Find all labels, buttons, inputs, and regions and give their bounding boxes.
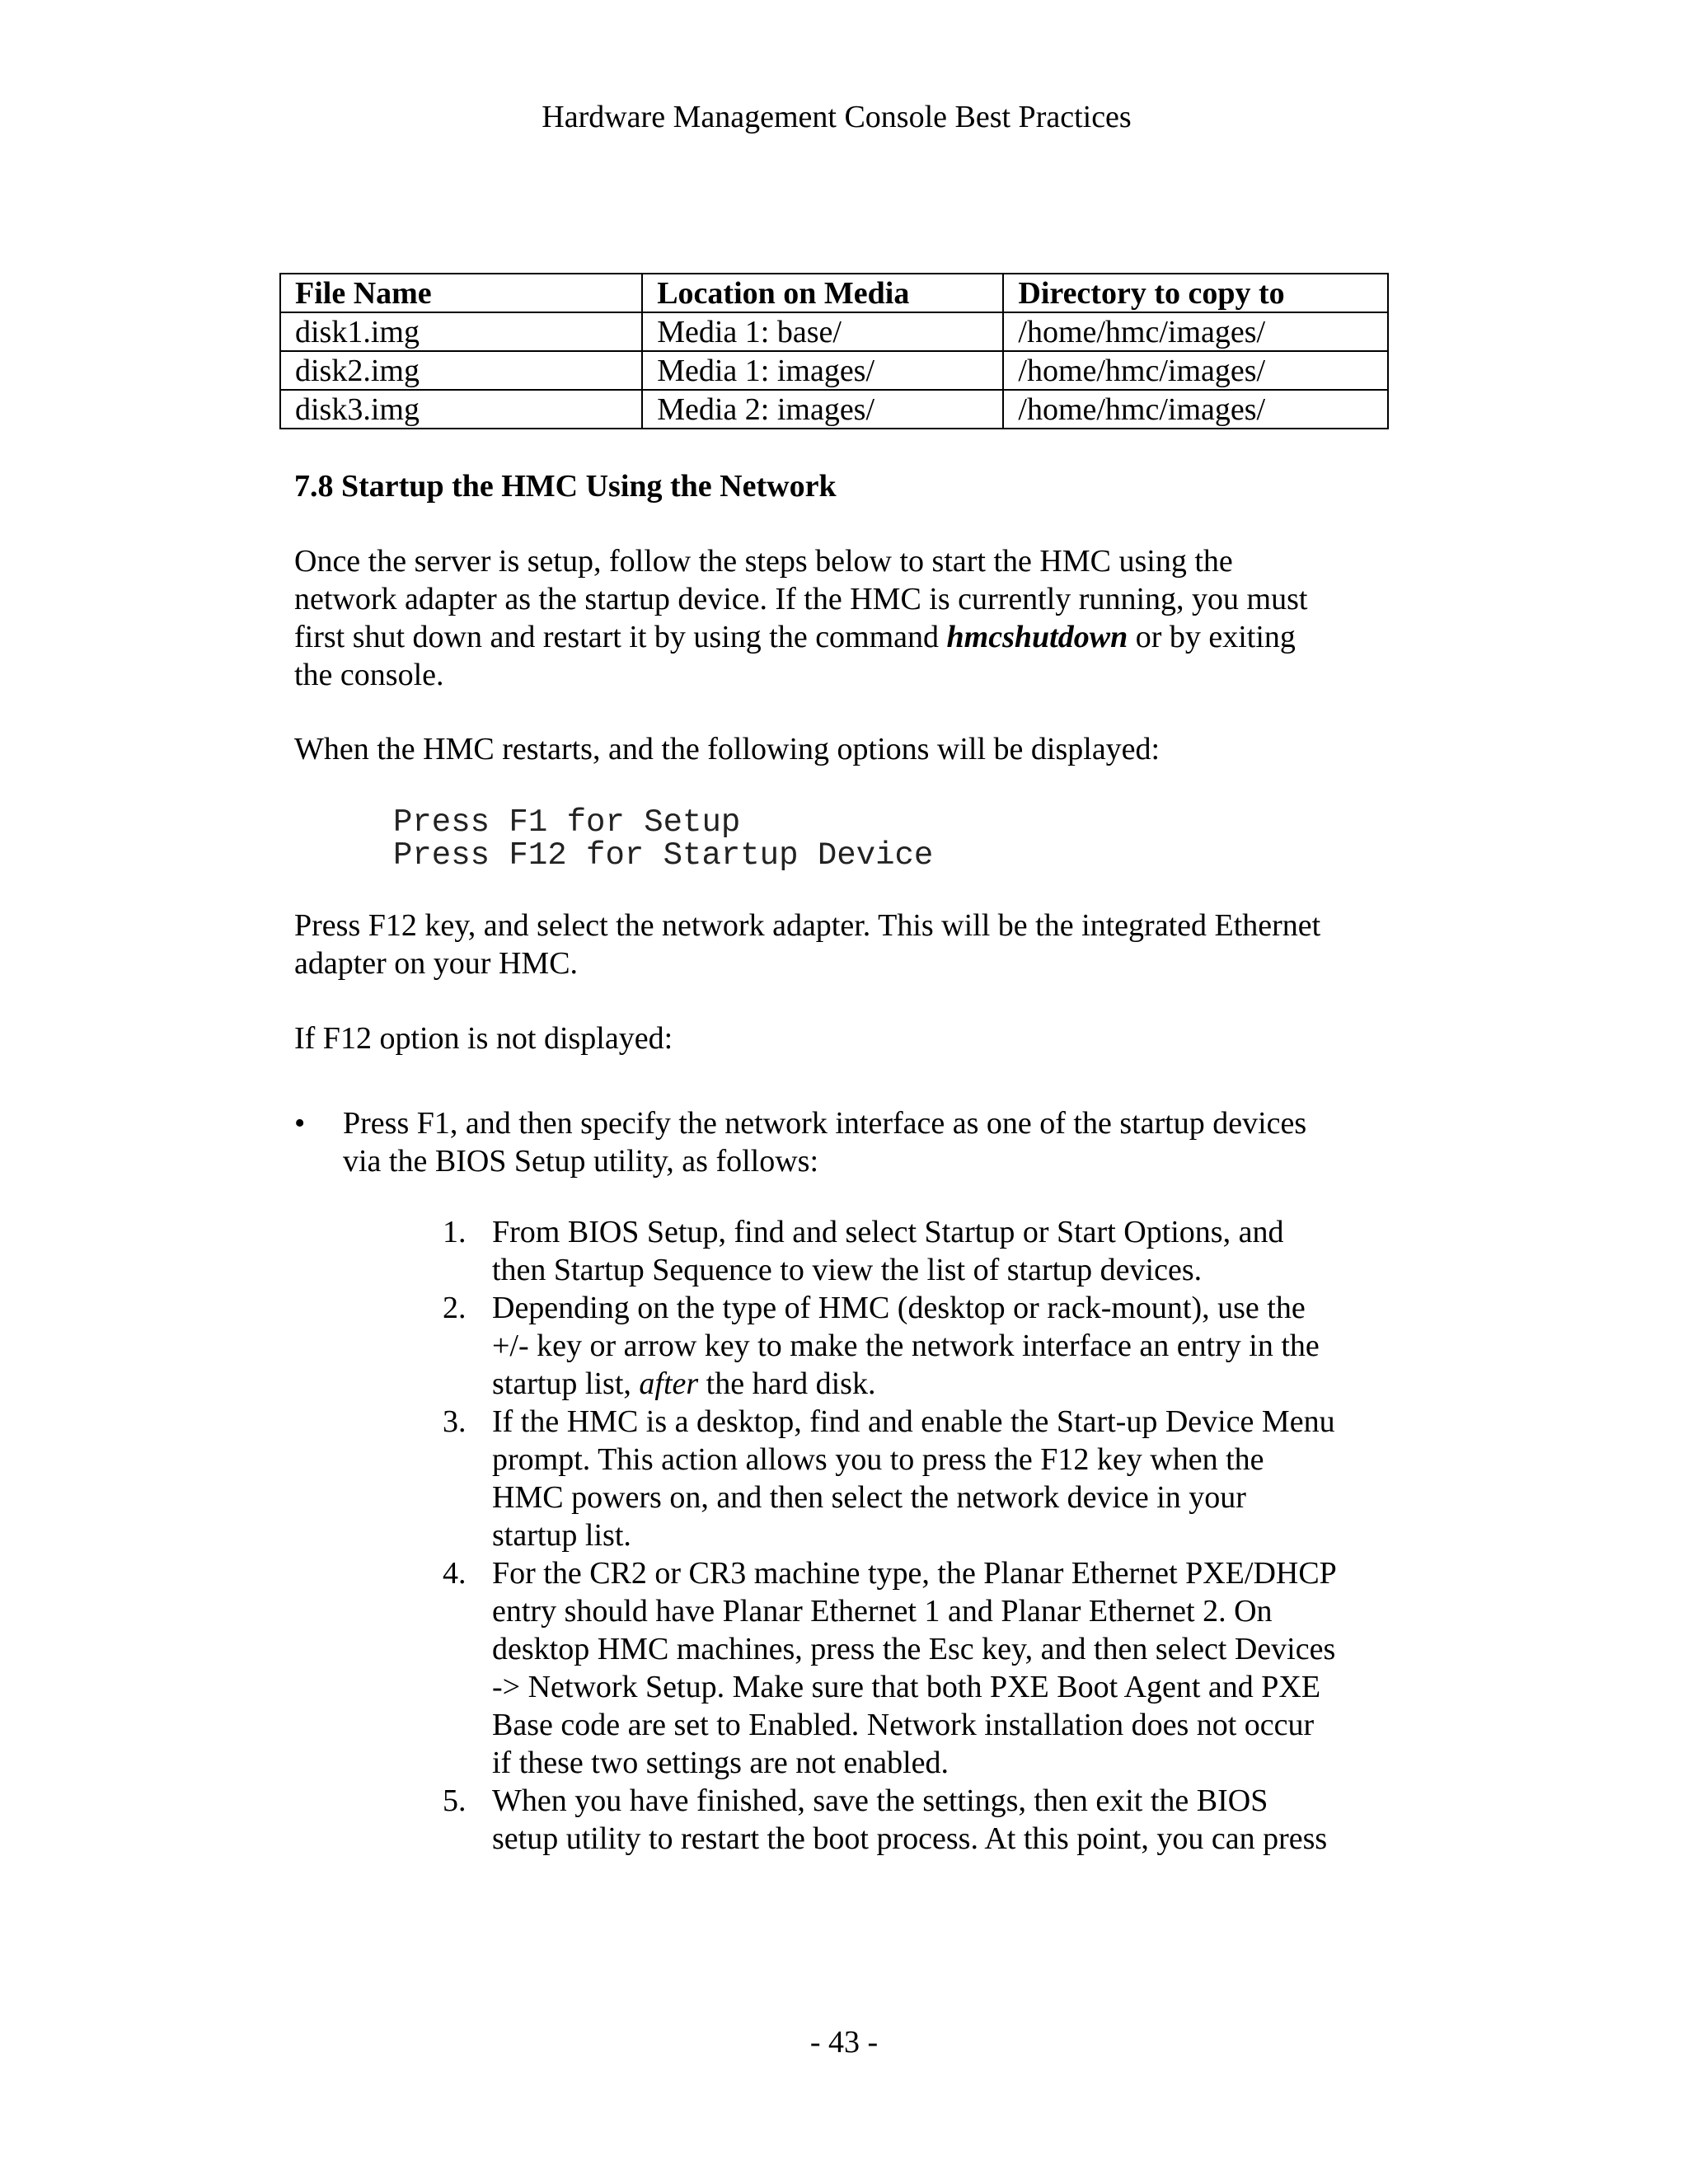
restart-paragraph: When the HMC restarts, and the following options will be displayed:	[294, 732, 1160, 766]
f12-not-displayed-paragraph: If F12 option is not displayed:	[294, 1021, 673, 1056]
step-line	[492, 1365, 1688, 1403]
step-line: desktop HMC machines, press the Esc key, and then select Devices	[492, 1632, 1336, 1666]
step-text	[492, 1782, 1688, 1858]
f12-paragraph	[294, 907, 1399, 982]
table-cell: Media 1: base/	[642, 312, 1003, 351]
table-cell: /home/hmc/images/	[1003, 390, 1388, 429]
file-table	[279, 273, 1389, 429]
step-text	[492, 1554, 1688, 1782]
f12-line: Press F12 key, and select the network adapter. This will be the integrated Ethernet	[294, 908, 1321, 943]
step-line: entry should have Planar Ethernet 1 and Planar Ethernet 2. On	[492, 1594, 1273, 1629]
step-line: startup list.	[492, 1518, 631, 1553]
table-cell: /home/hmc/images/	[1003, 312, 1388, 351]
step-number: 2.	[443, 1291, 467, 1325]
intro-text: or by exiting	[1128, 620, 1296, 654]
step-number: 3.	[443, 1404, 467, 1439]
code-block	[393, 806, 933, 872]
column-header-location: Location on Media	[642, 274, 1003, 312]
table-row	[280, 390, 1388, 429]
step-text	[492, 1403, 1688, 1554]
list-item	[0, 1403, 1688, 1554]
intro-line: Once the server is setup, follow the steps below to start the HMC using the	[294, 544, 1233, 579]
step-line: +/- key or arrow key to make the network interface an entry in the	[492, 1329, 1320, 1363]
step-line: HMC powers on, and then select the network device in your	[492, 1480, 1246, 1515]
step-line: Base code are set to Enabled. Network installation does not occur	[492, 1708, 1315, 1742]
table-cell: disk1.img	[280, 312, 642, 351]
steps-list	[0, 1213, 1688, 1858]
table-cell: Media 2: images/	[642, 390, 1003, 429]
bullet-icon: •	[294, 1106, 306, 1141]
command-name: hmcshutdown	[946, 620, 1128, 654]
f12-line: adapter on your HMC.	[294, 946, 579, 981]
table-row	[280, 312, 1388, 351]
step-number: 4.	[443, 1556, 467, 1591]
table-row	[280, 351, 1388, 390]
step-text	[492, 1213, 1688, 1289]
bullet-line: via the BIOS Setup utility, as follows:	[343, 1144, 819, 1179]
step-line: prompt. This action allows you to press the F12 key when the	[492, 1442, 1264, 1477]
table-cell: /home/hmc/images/	[1003, 351, 1388, 390]
intro-text: first shut down and restart it by using the command	[294, 620, 947, 654]
step-line: For the CR2 or CR3 machine type, the Planar Ethernet PXE/DHCP	[492, 1556, 1337, 1591]
list-item	[0, 1213, 1688, 1289]
table-cell: Media 1: images/	[642, 351, 1003, 390]
list-item	[0, 1554, 1688, 1782]
page-header: Hardware Management Console Best Practices	[542, 100, 1132, 134]
step-line: Depending on the type of HMC (desktop or rack-mount), use the	[492, 1291, 1306, 1325]
emphasis-text: after	[639, 1366, 699, 1401]
bullet-line: Press F1, and then specify the network interface as one of the startup devices	[343, 1106, 1307, 1141]
step-line: If the HMC is a desktop, find and enable the Start-up Device Menu	[492, 1404, 1335, 1439]
intro-line	[294, 618, 1399, 656]
column-header-file-name: File Name	[280, 274, 642, 312]
table-header-row	[280, 274, 1388, 312]
intro-line: the console.	[294, 658, 444, 692]
list-item	[0, 1782, 1688, 1858]
bullet-text	[343, 1104, 1306, 1180]
column-header-directory: Directory to copy to	[1003, 274, 1388, 312]
step-line: if these two settings are not enabled.	[492, 1746, 950, 1780]
step-number: 1.	[443, 1215, 467, 1249]
step-text-part: the hard disk.	[698, 1366, 876, 1401]
section-heading: 7.8 Startup the HMC Using the Network	[294, 469, 837, 504]
step-line: then Startup Sequence to view the list of startup devices.	[492, 1253, 1203, 1287]
page-number: - 43 -	[809, 2025, 879, 2060]
table-cell: disk3.img	[280, 390, 642, 429]
step-line: setup utility to restart the boot process. At this point, you can press	[492, 1821, 1328, 1856]
step-line: When you have finished, save the settings, then exit the BIOS	[492, 1783, 1268, 1818]
step-text-part: startup list,	[492, 1366, 640, 1401]
intro-line: network adapter as the startup device. If the HMC is currently running, you must	[294, 582, 1308, 616]
table-cell: disk2.img	[280, 351, 642, 390]
code-line: Press F12 for Startup Device	[393, 837, 934, 874]
step-line: From BIOS Setup, find and select Startup or Start Options, and	[492, 1215, 1284, 1249]
code-line: Press F1 for Setup	[393, 804, 741, 841]
step-number: 5.	[443, 1783, 467, 1818]
intro-paragraph	[294, 542, 1399, 694]
step-line: -> Network Setup. Make sure that both PXE Boot Agent and PXE	[492, 1670, 1321, 1704]
step-text	[492, 1289, 1688, 1403]
list-item	[0, 1289, 1688, 1403]
